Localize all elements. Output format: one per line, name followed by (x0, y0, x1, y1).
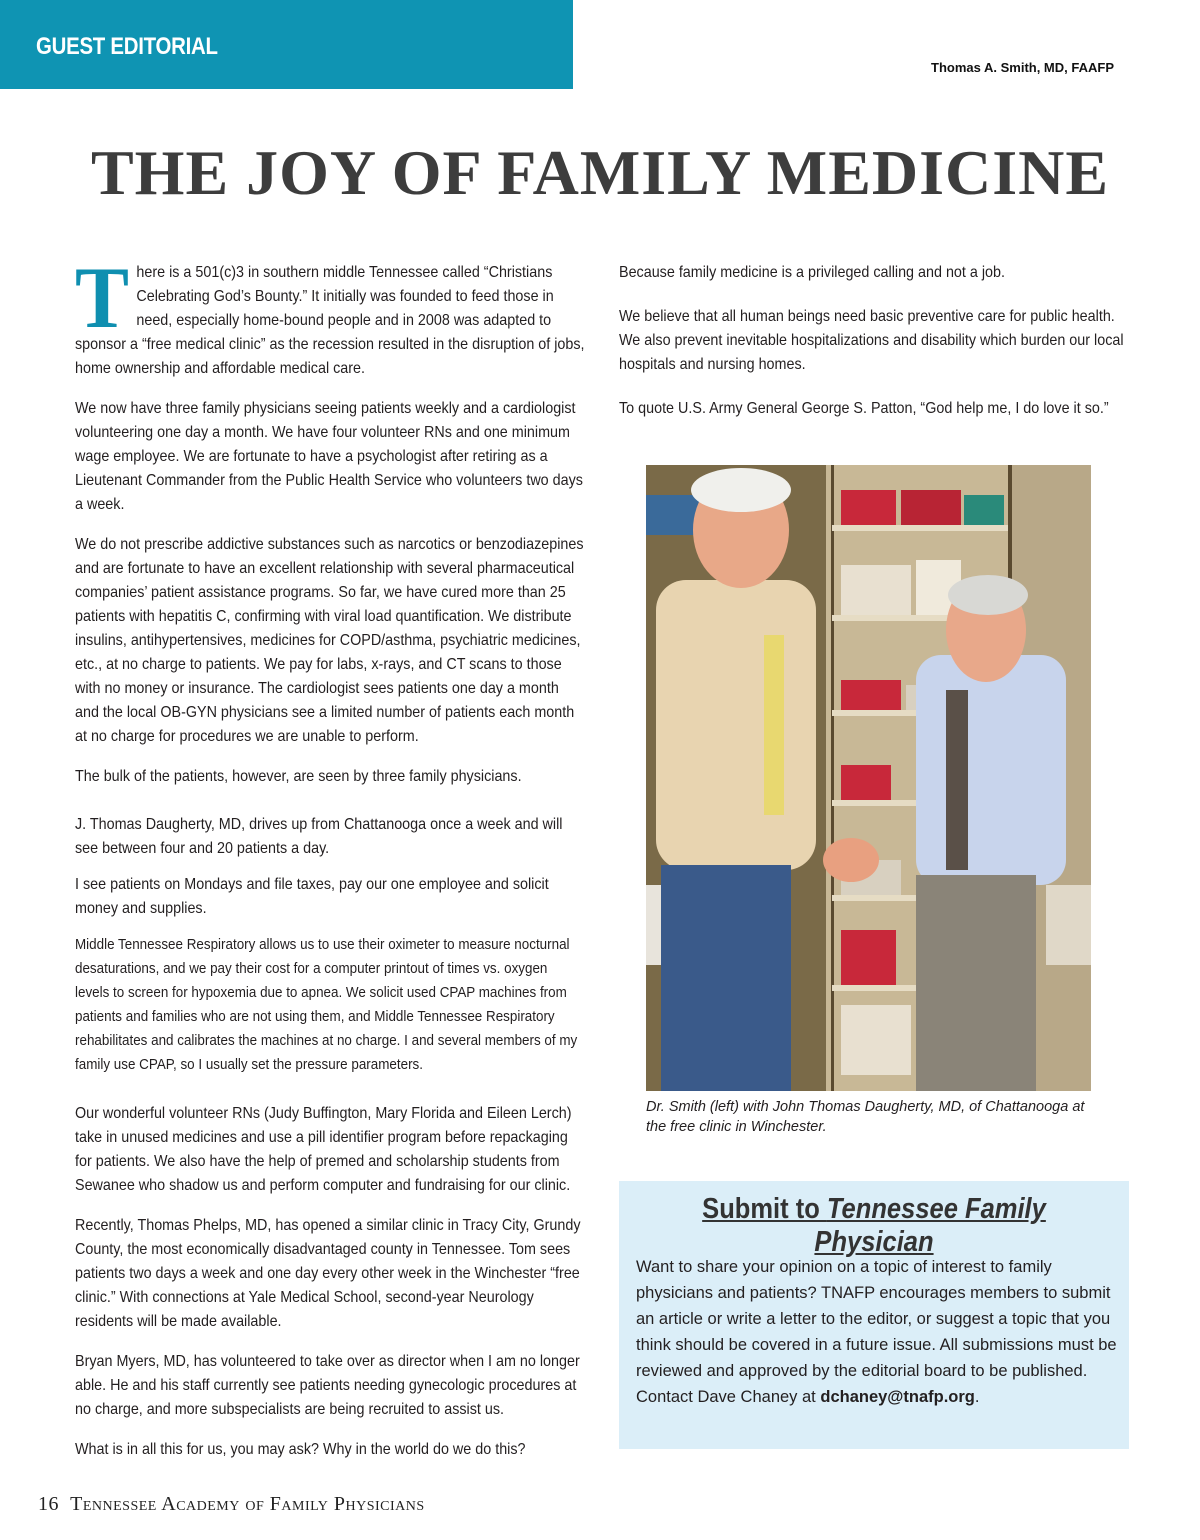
paragraph-text: here is a 501(c)3 in southern middle Tennessee called “Christians Celebrating God’s Bounty.” It initially was founded to feed those in need, especially home-bound people and in 2008 was adapted to sponsor a “free medical clinic” as the recession resulted in the disruption of jobs, home ownership and affordable medical care. (75, 264, 585, 377)
paragraph: Middle Tennessee Respiratory allows us to use their oximeter to measure nocturnal desaturations, and we pay their cost for a computer printout of times vs. oxygen levels to screen for hypoxemia due to apnea. We solicit used CPAP machines from patients and families who are not using them, and Middle Tennessee Respiratory rehabilitates and calibrates the machines at no charge. I and several members of my family use CPAP, so I usually set the pressure parameters. (75, 937, 578, 1073)
submit-body-text: Want to share your opinion on a topic of interest to family physicians and patients? TNAFP encourages members to submit an article or write a letter to the editor, or suggest a topic that you think should be covered in a future issue. All submissions must be reviewed and approved by the editorial board to be published. Contact Dave Chaney at (636, 1258, 1117, 1406)
paragraph: Recently, Thomas Phelps, MD, has opened a similar clinic in Tracy City, Grundy County, the most economically disadvantaged county in Tennessee. Tom sees patients two days a week and one day every other week in the Winchester “free clinic.” With connections at Yale Medical School, second-year Neurology residents will be made available. (75, 1217, 581, 1330)
paragraph: I see patients on Mondays and file taxes, pay our one employee and solicit money and supplies. (75, 876, 549, 917)
page-number: 16 (38, 1493, 59, 1515)
section-banner (0, 0, 573, 89)
paragraph: Our wonderful volunteer RNs (Judy Buffington, Mary Florida and Eileen Lerch) take in unused medicines and use a pill identifier program before repackaging for patients. We also have the help of premed and scholarship students from Sewanee who shadow us and perform computer and fundraising for our clinic. (75, 1105, 572, 1194)
contact-email-link[interactable]: dchaney@tnafp.org (820, 1388, 975, 1406)
paragraph: We do not prescribe addictive substances such as narcotics or benzodiazepines and are fortunate to have an excellent relationship with several pharmaceutical companies’ patient assistance programs. So far, we have cured more than 25 patients with hepatitis C, confirming with viral load quantification. We distribute insulins, antihypertensives, medicines for COPD/asthma, psychiatric medicines, etc., at no charge to patients. We pay for labs, x-rays, and CT scans to those with no money or insurance. The cardiologist sees patients one day a month and the local OB-GYN physicians see a limited number of patients each month at no charge for procedures we are unable to perform. (75, 536, 584, 745)
submit-body (636, 1254, 1124, 1410)
article-photo (646, 465, 1091, 1091)
intro-paragraph (75, 250, 585, 381)
paragraph: J. Thomas Daugherty, MD, drives up from Chattanooga once a week and will see between four and 20 patients a day. (75, 816, 563, 857)
paragraph: We now have three family physicians seeing patients weekly and a cardiologist volunteering one day a month. We have four volunteer RNs and one minimum wage employee. We are fortunate to have a psychologist after retiring as a Lieutenant Commander from the Public Health Service who volunteers two days a week. (75, 400, 583, 513)
drop-cap: T (75, 250, 130, 347)
photo-caption: Dr. Smith (left) with John Thomas Daugherty, MD, of Chattanooga at the free clinic in Winchester. (646, 1099, 1085, 1135)
publication-name: Tennessee Family Physician (814, 1193, 1046, 1258)
submit-title-prefix: Submit to (702, 1193, 827, 1225)
paragraph: To quote U.S. Army General George S. Patton, “God help me, I do love it so.” (619, 400, 1109, 417)
paragraph: Bryan Myers, MD, has volunteered to take over as director when I am no longer able. He and his staff currently see patients needing gynecologic procedures at no charge, and more subspecialists are being recruited to assist us. (75, 1353, 580, 1418)
left-column (75, 250, 585, 1478)
paragraph: Because family medicine is a privileged calling and not a job. (619, 264, 1005, 281)
author-byline: Thomas A. Smith, MD, FAAFP (931, 60, 1114, 75)
article-title: THE JOY OF FAMILY MEDICINE (90, 137, 1110, 208)
paragraph: What is in all this for us, you may ask? Why in the world do we do this? (75, 1441, 526, 1458)
pharmacy-handshake-photo (646, 465, 1091, 1091)
page-footer (38, 1493, 425, 1516)
submit-title (650, 1193, 1099, 1259)
paragraph: We believe that all human beings need basic preventive care for public health. We also prevent inevitable hospitalizations and disability which burden our local hospitals and nursing homes. (619, 308, 1124, 373)
paragraph: The bulk of the patients, however, are seen by three family physicians. (75, 768, 522, 785)
right-column (619, 261, 1139, 437)
section-label: GUEST EDITORIAL (36, 33, 218, 60)
submit-callout (619, 1181, 1129, 1449)
publication-footer: Tennessee Academy of Family Physicians (70, 1493, 425, 1515)
submit-body-end: . (974, 1388, 980, 1406)
